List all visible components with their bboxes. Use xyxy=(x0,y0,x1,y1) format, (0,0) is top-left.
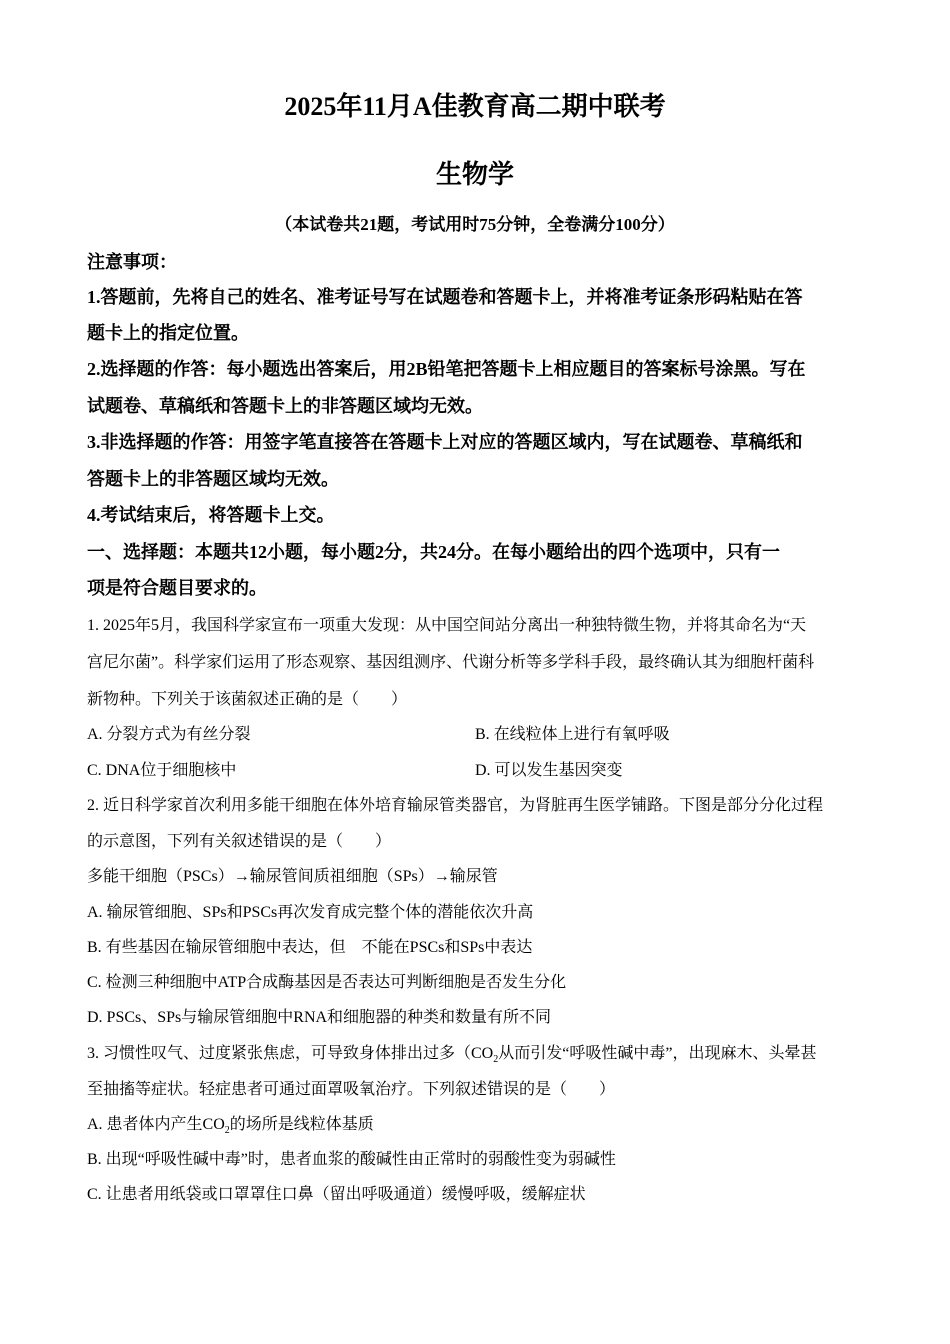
q2-stem-line-2: 的示意图，下列有关叙述错误的是（ ） xyxy=(87,833,392,850)
q3-option-a-post: 的场所是线粒体基质 xyxy=(229,1116,374,1133)
exam-title: 2025年11月A佳教育高二期中联考 xyxy=(284,92,666,121)
q1-option-a: A. 分裂方式为有丝分裂 xyxy=(87,726,251,743)
q3-stem-line-2: 至抽搐等症状。轻症患者可通过面罩吸氧治疗。下列叙述错误的是（ ） xyxy=(87,1081,616,1098)
note-1-line-1: 1.答题前，先将自己的姓名、准考证号写在试题卷和答题卡上，并将准考证条形码粘贴在答 xyxy=(87,287,803,307)
q1-stem-line-3: 新物种。下列关于该菌叙述正确的是（ ） xyxy=(87,691,408,708)
q1-option-c: C. DNA位于细胞核中 xyxy=(87,762,237,779)
q2-option-c: C. 检测三种细胞中ATP合成酶基因是否表达可判断细胞是否发生分化 xyxy=(87,974,567,991)
note-2-line-2: 试题卷、草稿纸和答题卡上的非答题区域均无效。 xyxy=(87,396,483,416)
q3-stem-line-1-sub: 2 xyxy=(493,1054,499,1066)
q3-stem-line-1 xyxy=(87,1040,817,1066)
q2-option-d: D. PSCs、SPs与输尿管细胞中RNA和细胞器的种类和数量有所不同 xyxy=(87,1009,552,1026)
q3-option-b: B. 出现“呼吸性碱中毒”时，患者血浆的酸碱性由正常时的弱酸性变为弱碱性 xyxy=(87,1151,616,1168)
q3-option-a-pre: A. 患者体内产生CO xyxy=(87,1116,225,1133)
q1-stem-line-1: 1. 2025年5月，我国科学家宣布一项重大发现：从中国空间站分离出一种独特微生物，并将其命名为“天 xyxy=(87,617,807,634)
q1-option-b: B. 在线粒体上进行有氧呼吸 xyxy=(475,726,670,743)
q3-stem-line-1-post: 从而引发“呼吸性碱中毒”，出现麻木、头晕甚 xyxy=(498,1045,817,1062)
section-1-line-1: 一、选择题：本题共12小题，每小题2分，共24分。在每小题给出的四个选项中，只有一 xyxy=(87,542,780,562)
exam-info: （本试卷共21题，考试用时75分钟，全卷满分100分） xyxy=(275,215,675,234)
q3-option-c: C. 让患者用纸袋或口罩罩住口鼻（留出呼吸通道）缓慢呼吸，缓解症状 xyxy=(87,1186,586,1203)
q3-stem-line-1-pre: 3. 习惯性叹气、过度紧张焦虑，可导致身体排出过多（CO xyxy=(87,1045,494,1062)
note-3-line-1: 3.非选择题的作答：用签字笔直接答在答题卡上对应的答题区域内，写在试题卷、草稿纸和 xyxy=(87,432,803,452)
q2-option-b: B. 有些基因在输尿管细胞中表达，但 不能在PSCs和SPs中表达 xyxy=(87,939,533,956)
note-1-line-2: 题卡上的指定位置。 xyxy=(87,323,249,343)
q1-option-d: D. 可以发生基因突变 xyxy=(475,762,623,779)
subject-title: 生物学 xyxy=(435,160,514,189)
note-3-line-2: 答题卡上的非答题区域均无效。 xyxy=(87,469,339,489)
q3-option-a xyxy=(87,1111,374,1137)
q2-stem-line-1: 2. 近日科学家首次利用多能干细胞在体外培育输尿管类器官，为肾脏再生医学铺路。下图是部分分化过程 xyxy=(87,797,824,814)
q1-stem-line-2: 宫尼尔菌”。科学家们运用了形态观察、基因组测序、代谢分析等多学科手段，最终确认其为细胞杆菌科 xyxy=(87,654,815,671)
section-1-line-2: 项是符合题目要求的。 xyxy=(87,578,267,598)
note-4: 4.考试结束后，将答题卡上交。 xyxy=(87,505,335,525)
q3-option-a-sub: 2 xyxy=(224,1125,230,1137)
q2-diagram: 多能干细胞（PSCs）→输尿管间质祖细胞（SPs）→输尿管 xyxy=(87,868,498,885)
notes-heading: 注意事项： xyxy=(87,252,177,272)
note-2-line-1: 2.选择题的作答：每小题选出答案后，用2B铅笔把答题卡上相应题目的答案标号涂黑。写在 xyxy=(87,359,806,379)
q2-option-a: A. 输尿管细胞、SPs和PSCs再次发育成完整个体的潜能依次升高 xyxy=(87,904,534,921)
